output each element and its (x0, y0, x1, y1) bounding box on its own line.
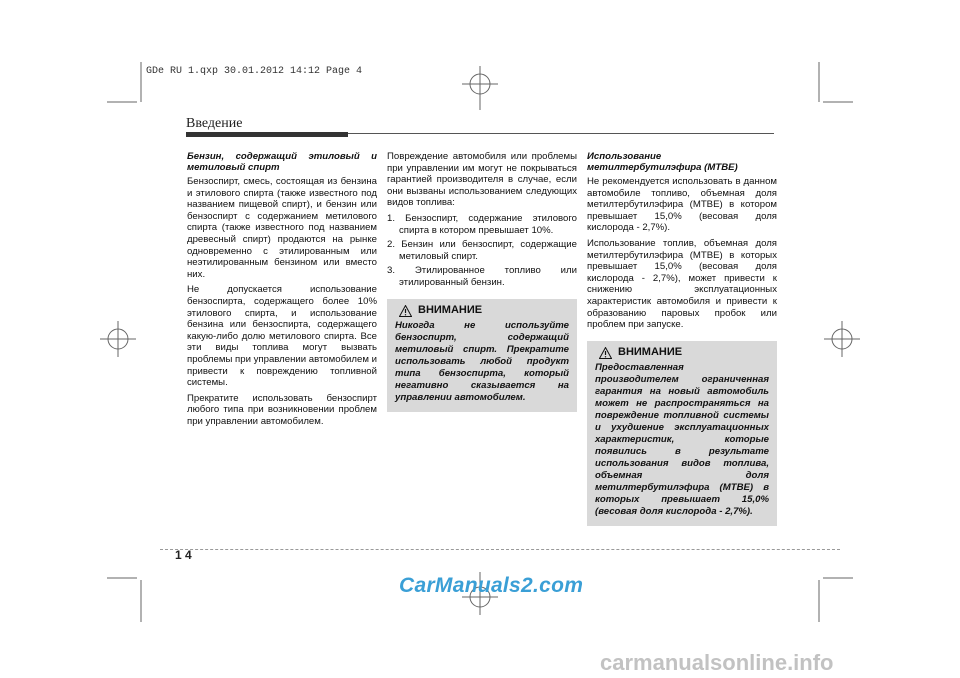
footer-rule (160, 549, 840, 550)
warning-box-2 (587, 341, 777, 526)
print-header: GDe RU 1.qxp 30.01.2012 14:12 Page 4 (146, 66, 363, 77)
col3-heading: Использование метилтербутилэфира (MTBE) (587, 151, 738, 173)
warning-triangle-icon (599, 347, 612, 359)
col3-paragraph-1: Не рекомендуется использовать в данном автомобиле топливо, объемная доля метилтербутилэфира (MTBE) в котором превышает 15,0% (весовая доля кислорода - 2,7%). (587, 176, 777, 234)
col1-paragraph-1: Бензоспирт, смесь, состоящая из бензина и этилового спирта (также известного под названием пищевой спирт), и бензин или бензоспирт с содержанием метилового спирта (также известного под названием древесный спирт) продаются на рынке одновременно с этилированным или неэтилированным бензином или вместо них. (187, 176, 377, 280)
warning-title: ВНИМАНИЕ (618, 345, 683, 358)
col1-paragraph-2: Не допускается использование бензоспирта, содержащего более 10% этилового спирта, и использование бензина или бензоспирта, содержащего какую-либо долю метилового спирта. Все эти виды топлива могут вызвать проблемы при управлении автомобилем и привести к повреждению топливной системы. (187, 284, 377, 389)
column-3 (587, 151, 777, 526)
fuel-list (387, 213, 577, 289)
list-item: 2. Бензин или бензоспирт, содержащие метиловый спирт. (387, 239, 577, 262)
warning-box-1 (387, 299, 577, 412)
list-item: 1. Бензоспирт, содержание этилового спирта в котором превышает 10%. (387, 212, 577, 236)
col1-heading: Бензин, содержащий этиловый и метиловый спирт (187, 151, 377, 173)
watermark-site: carmanualsonline.info (600, 650, 834, 675)
page-number: 1 4 (175, 548, 192, 562)
title-rule-accent (186, 132, 348, 137)
watermark-logo: CarManuals2.com (399, 574, 584, 597)
warning-title: ВНИМАНИЕ (418, 303, 483, 316)
section-title: Введение (186, 116, 243, 131)
column-1 (187, 151, 377, 431)
warning-text: Никогда не используйте бензоспирт, содержащий метиловый спирт. Прекратите использовать любой продукт типа бензоспирта, который негативно сказывается на управлении автомобилем. (395, 319, 569, 403)
warning-text: Предоставленная производителем ограниченная гарантия на новый автомобиль может не распространяться на повреждение топливной системы и ухудшение эксплуатационных характеристик, которые появились в результате использования видов топлива, объемная доля метилтербутилэфира (MTBE) в которых превышает 15,0% (весовая доля кислорода - 2,7%). (595, 361, 769, 517)
col1-paragraph-3: Прекратите использовать бензоспирт любого типа при возникновении проблем при управлении автомобилем. (187, 392, 377, 427)
list-item: 3. Этилированное топливо или этилированный бензин. (387, 265, 577, 288)
warning-triangle-icon (399, 305, 412, 317)
column-2 (387, 151, 577, 412)
col2-paragraph-1: Повреждение автомобиля или проблемы при управлении им могут не покрываться гарантией производителя в случае, если они вызваны использованием следующих видов топлива: (387, 151, 577, 209)
col3-paragraph-2: Использование топлив, объемная доля метилтербутилэфира (MTBE) в которых превышает 15,0% (весовая доля кислорода - 2,7%), может привести к снижению эксплуатационных характеристик автомобиля и привести к образованию паровых пробок или проблем при запуске. (587, 237, 777, 331)
